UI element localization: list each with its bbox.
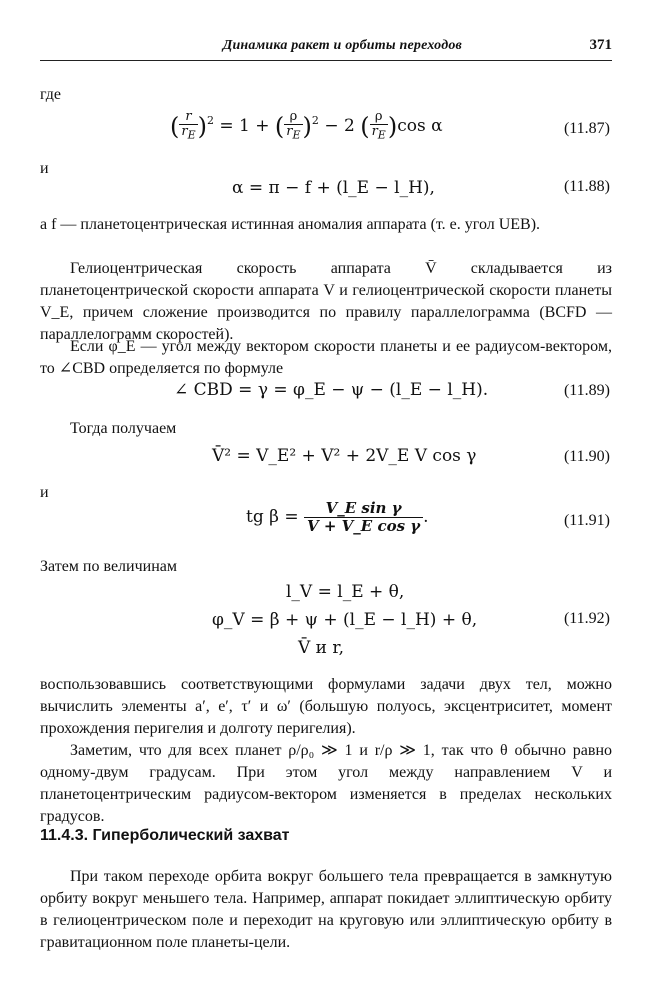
equation-11-90: V̄² = V_E² + V² + 2V_E V cos γ [212,446,477,466]
running-title: Динамика ракет и орбиты переходов [222,38,462,53]
equation-11-91-number: (11.91) [563,512,610,529]
equation-11-87: ( $\frac{r}{r_E}$ )$^2$ = 1 + ( $\frac{\rho}{r_E}$ )$^2$ − 2 ( $\frac{\rho}{r_E}$ )cos α [170,109,443,142]
equation-11-89-number: (11.89) [563,382,610,399]
paragraph-heliocentric-velocity: Гелиоцентрическая скорость аппарата V̄ складывается из планетоцентрической скорости аппарата V и гелиоцентрической скорости планеты V_E, причем сложение производится по правилу параллелограмма (BCFD — параллелограмм скоростей). [40,260,612,343]
paragraph-angle-phi: Если φ_E — угол между вектором скорости планеты и ее радиусом-вектором, то ∠CBD определяется по формуле [40,338,612,377]
text-togda: Тогда получаем [70,420,177,437]
paragraph-anomaly: а f — планетоцентрическая истинная аномалия аппарата (т. е. угол UEB). [40,216,541,233]
paragraph-hyperbolic-capture: При таком переходе орбита вокруг большего тела превращается в замкнутую орбиту вокруг меньшего тела. Например, аппарат покидает эллиптическую орбиту в гелиоцентрическом поле и переходит на круговую или эллиптическую орбиту в гравитационном поле планеты-цели. [40,868,612,951]
equation-11-92-line1: l_V = l_E + θ, [286,582,405,602]
equation-11-91-lhs: tg β = [246,507,299,527]
equation-11-88-number: (11.88) [563,178,610,195]
equation-11-91: tg β = $\frac{\text{V\_E sin γ}}{\text{V + V\_E cos γ}}$ . [246,499,429,535]
equation-11-89: ∠ CBD = γ = φ_E − ψ − (l_E − l_H). [174,380,489,400]
section-heading: 11.4.3. Гиперболический захват [40,827,290,844]
running-head [40,34,612,61]
word-gde: где [40,86,62,103]
equation-11-91-denominator: V + V_E cos γ [307,517,421,535]
text-zatem: Затем по величинам [40,558,177,575]
equation-11-87-number: (11.87) [563,120,610,137]
paragraph-note-planets: Заметим, что для всех планет ρ/ρ₀ ≫ 1 и r/ρ ≫ 1, так что θ обычно равно одному-двум градусам. При этом угол между направлением V и планетоцентрическим радиусом-вектором изменяется в пределах нескольких градусов. [40,742,612,825]
equation-11-90-number: (11.90) [563,448,610,465]
equation-11-88: α = π − f + (l_E − l_H), [232,178,435,198]
word-i-2: и [40,484,49,501]
word-i-1: и [40,160,49,177]
equation-11-91-numerator: V_E sin γ [304,500,423,518]
page-number: 371 [589,37,612,53]
equation-11-92-number: (11.92) [563,610,610,627]
equation-11-92-line2: φ_V = β + ψ + (l_E − l_H) + θ, [212,610,478,630]
paragraph-two-body-elements: воспользовавшись соответствующими формулами задачи двух тел, можно вычислить элементы a′, e′, τ′ и ω′ (большую полуось, эксцентриситет, момент прохождения перигелия и долготу перигелия). [40,676,612,737]
equation-11-92-line3: V̄ и r, [298,638,345,658]
